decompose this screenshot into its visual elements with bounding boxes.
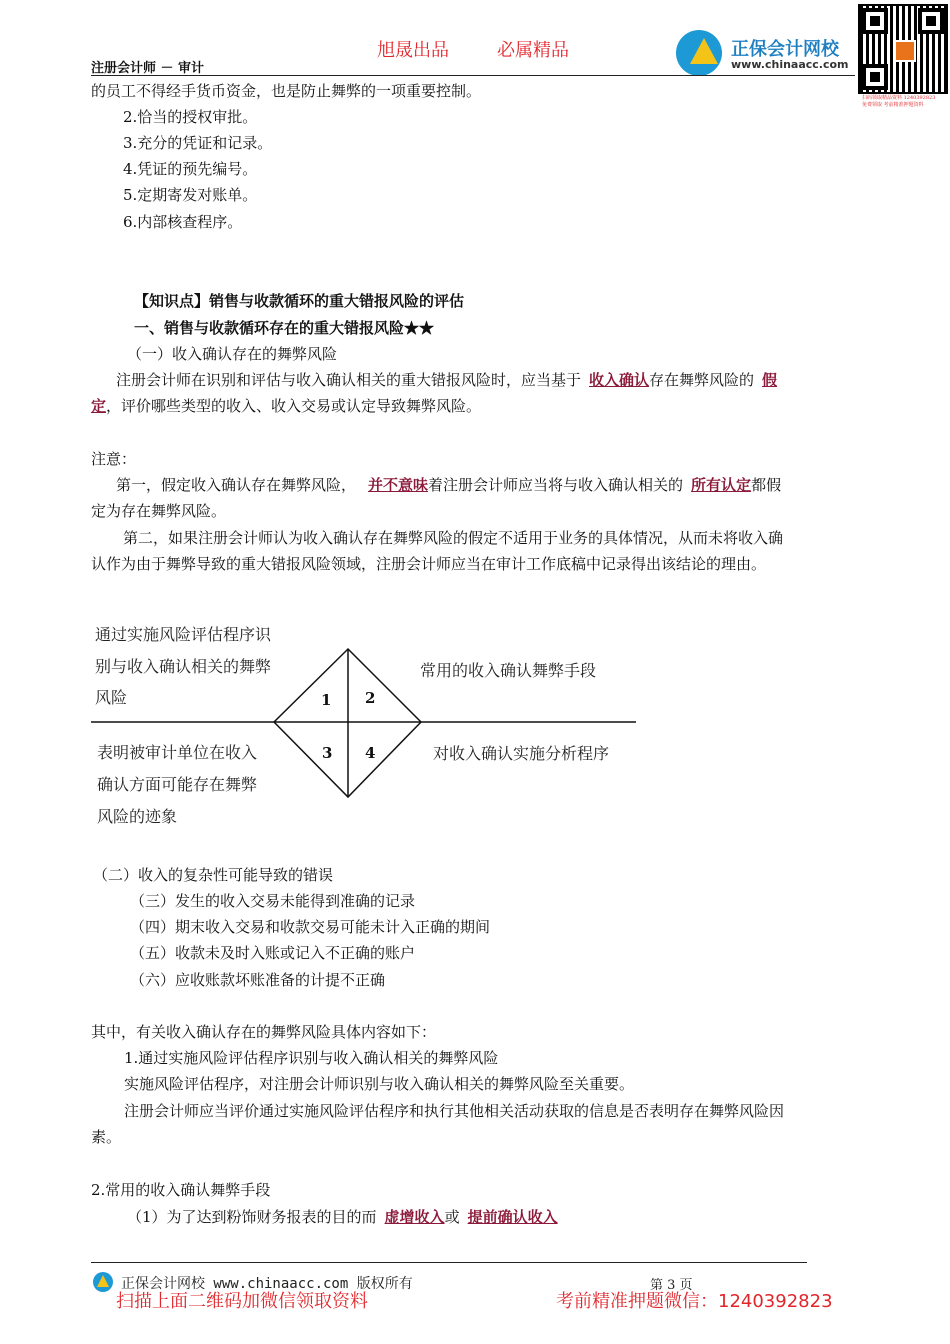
header-slogan-left: 旭晟出品 <box>377 40 449 61</box>
intro-line: 的员工不得经手货币资金，也是防止舞弊的一项重要控制。 <box>91 82 482 100</box>
risk-list-item: （三）发生的收入交易未能得到准确的记录 <box>130 892 416 910</box>
text: 都假 <box>751 476 782 494</box>
footer-brand: 正保会计网校 www.chinaacc.com 版权所有 <box>121 1276 413 1292</box>
note-2-line2: 认作为由于舞弊导致的重大错报风险领域，注册会计师应当在审计工作底稿中记录得出该结论的理由。 <box>91 555 767 573</box>
qr-caption-1: 扫码领取精品资料 1240392823 <box>862 95 936 101</box>
section-subtitle: 一、销售与收款循环存在的重大错报风险★★ <box>134 319 435 337</box>
diagram-q1-text: 别与收入确认相关的舞弊 <box>95 657 272 676</box>
risk-list-item: （六）应收账款坏账准备的计提不正确 <box>130 971 386 989</box>
diagram-number-1: 1 <box>321 691 332 709</box>
section-title: 【知识点】销售与收款循环的重大错报风险的评估 <box>134 292 465 310</box>
diagram-q3-text: 确认方面可能存在舞弊 <box>97 775 258 794</box>
text: 着注册会计师应当将与收入确认相关的 <box>428 476 684 494</box>
text: 注册会计师在识别和评估与收入确认相关的重大错报风险时，应当基于 <box>116 371 582 389</box>
list-item: 4.凭证的预先编号。 <box>123 160 258 178</box>
diagram-q1-text: 通过实施风险评估程序识 <box>95 625 272 644</box>
risk-list-item: （四）期末收入交易和收款交易可能未计入正确的期间 <box>130 918 491 936</box>
qr-caption-2: 免费领取 考前精准押题资料 <box>862 102 924 108</box>
subsection-heading: （一）收入确认存在的舞弊风险 <box>127 345 338 363</box>
diagram-q3-text: 表明被审计单位在收入 <box>97 743 258 762</box>
logo-url: www.chinaacc.com <box>731 58 849 71</box>
list-item: 5.定期寄发对账单。 <box>123 186 258 204</box>
keyword-inflate-revenue: 虚增收入 <box>384 1208 445 1226</box>
list-item: 3.充分的凭证和记录。 <box>123 134 273 152</box>
diagram-q3-text: 风险的迹象 <box>97 807 178 826</box>
detail-intro: 其中，有关收入确认存在的舞弊风险具体内容如下： <box>91 1023 437 1041</box>
text: 第一，假定收入确认存在舞弊风险， <box>116 476 357 494</box>
detail-paragraph: 注册会计师应当评价通过实施风险评估程序和执行其他相关活动获取的信息是否表明存在舞弊风险因 <box>124 1102 785 1120</box>
note-label: 注意： <box>91 450 137 468</box>
keyword-early-recognition: 提前确认收入 <box>467 1208 558 1226</box>
diagram-number-4: 4 <box>365 744 376 762</box>
note-1-line2: 定为存在舞弊风险。 <box>91 502 227 520</box>
footer-rule <box>91 1262 807 1263</box>
risk-list-item: （五）收款未及时入账或记入不正确的账户 <box>130 944 416 962</box>
keyword-all-assertions: 所有认定 <box>691 476 752 494</box>
text: （1）为了达到粉饰财务报表的目的而 <box>127 1208 377 1226</box>
list-item: 2.恰当的授权审批。 <box>123 108 258 126</box>
logo-name: 正保会计网校 <box>731 39 839 60</box>
doc-title: 注册会计师 － 审计 <box>91 61 205 76</box>
keyword-does-not-mean: 并不意味 <box>368 476 429 494</box>
detail-heading-1: 1.通过实施风险评估程序识别与收入确认相关的舞弊风险 <box>124 1049 499 1067</box>
keyword-revenue-recognition: 收入确认 <box>589 371 650 389</box>
diagram-q4-text: 对收入确认实施分析程序 <box>433 744 610 763</box>
detail-heading-2: 2.常用的收入确认舞弊手段 <box>91 1181 271 1199</box>
keyword-assumption: 假 <box>762 371 778 389</box>
list-item: 6.内部核查程序。 <box>123 213 243 231</box>
promo-right: 考前精准押题微信：1240392823 <box>556 1291 833 1312</box>
diagram-number-3: 3 <box>322 744 333 762</box>
detail-paragraph: 实施风险评估程序，对注册会计师识别与收入确认相关的舞弊风险至关重要。 <box>124 1075 635 1093</box>
diagram-number-2: 2 <box>365 689 376 707</box>
text: 或 <box>444 1208 460 1226</box>
text: 存在舞弊风险的 <box>649 371 755 389</box>
detail-paragraph-3 <box>127 1206 558 1227</box>
header-slogan-right: 必属精品 <box>497 40 569 61</box>
promo-left: 扫描上面二维码加微信领取资料 <box>116 1291 368 1312</box>
diagram-q2-text: 常用的收入确认舞弊手段 <box>420 661 597 680</box>
risk-list-item: （二）收入的复杂性可能导致的错误 <box>93 866 334 884</box>
detail-paragraph: 素。 <box>91 1128 122 1146</box>
keyword-assumption: 定 <box>91 397 107 415</box>
note-2-line1: 第二，如果注册会计师认为收入确认存在舞弊风险的假定不适用于业务的具体情况，从而未将收入确 <box>123 529 784 547</box>
diagram-q1-text: 风险 <box>95 688 128 707</box>
page-number: 第 3 页 <box>650 1278 693 1293</box>
text: ，评价哪些类型的收入、收入交易或认定导致舞弊风险。 <box>106 397 482 415</box>
